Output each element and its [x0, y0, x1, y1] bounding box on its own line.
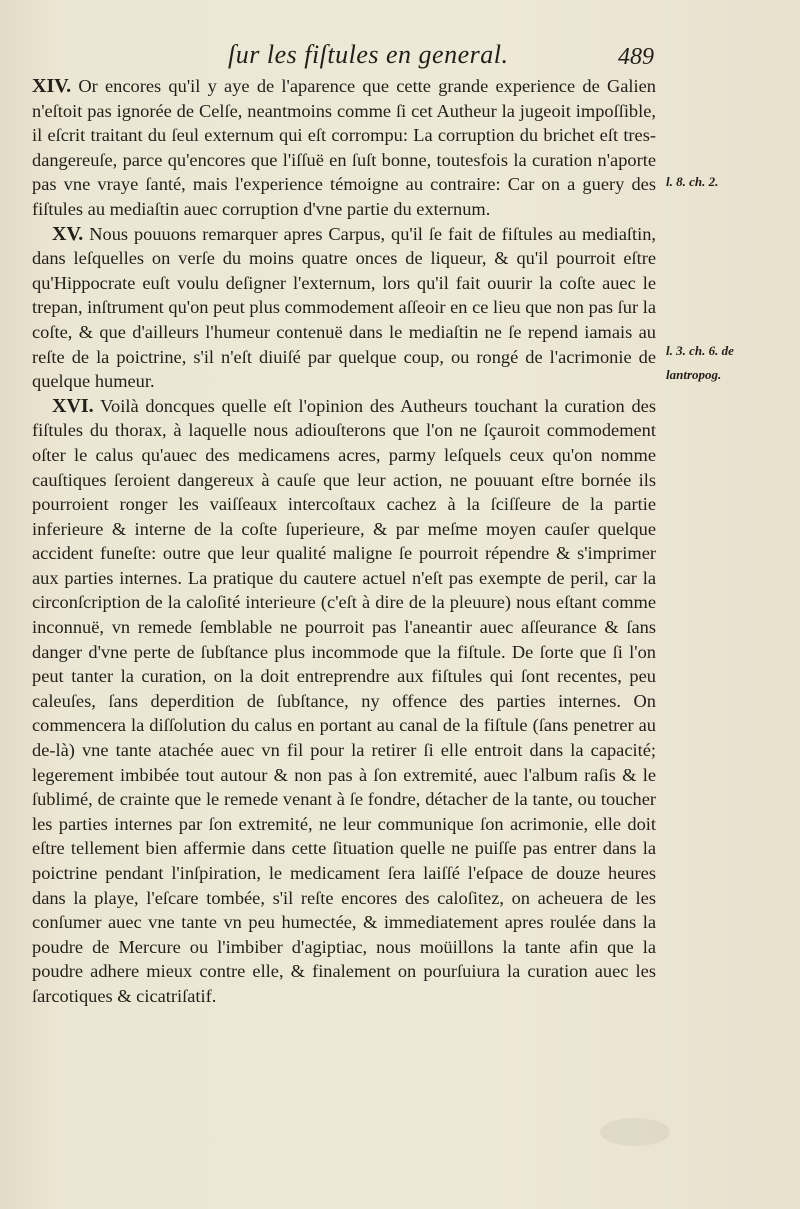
paragraph-text: Voilà doncques quelle eſt l'opinion des Autheurs touchant la curation des fiſtules du thorax, à laquelle nous adiouſterons que l'on ne ſçauroit commodement oſter le calus qu'auec des medicamens acres, parmy leſquels ceux qu'on nomme cauſtiques ſeroient dangereux à cauſe que leur action, ne pouuant eſtre bornée ils pourroient ronger les vaiſſeaux intercoſtaux cachez à la ſciſſeure de la partie inferieure & interne de la coſte ſuperieure, & par meſme moyen cauſer quelque accident funeſte: outre que leur qualité maligne ſe pourroit répendre & s'imprimer aux parties internes. La pratique du cautere actuel n'eſt pas exempte de peril, car la circonſcription de la caloſité interieure (c'eſt à dire de la pleuure) nous eſtant comme inconnuë, vn remede ſemblable ne pourroit pas l'aneantir auec aſſeurance & ſans danger d'vne perte de ſubſtance plus incommode que la fiſtule. De ſorte que ſi l'on peut tanter la curation, on la doit entreprendre aux fiſtules qui ſont recentes, peu caleuſes, ſans deperdition de ſubſtance, ny offence des parties internes. On commencera la diſſolution du calus en portant au canal de la fiſtule (ſans penetrer au de-là) vne tante atachée auec vn fil pour la retirer ſi elle entroit dans la capacité; legerement imbibée tout autour & non pas à ſon extremité, auec l'album raſis & le ſublimé, de crainte que le remede venant à ſe fondre, détacher de la tante, ou toucher les parties internes par ſon extremité, ne leur communique ſon acrimonie, elle doit eſtre tellement bien affermie dans cette ſituation quelle ne puiſſe pas entrer dans la poictrine pendant l'inſpiration, le medicament ſera laiſſé l'eſpace de douze heures dans la playe, l'eſcare tombée, s'il reſte encores des caloſitez, on acheuera de les conſumer auec vne tante vn peu humectée, & immediatement apres roulée dans la poudre de Mercure ou l'imbiber d'agiptiac, nous moüillons la tante afin que la poudre adhere mieux contre elle, & finalement on pourſuiura la curation auec les ſarcotiques & cicatriſatif.: [32, 395, 657, 1006]
margin-note: l. 3. ch. 6. de: [666, 343, 734, 358]
page-number: 489: [618, 44, 654, 70]
paragraph-14: [32, 74, 656, 222]
paragraph-16: [32, 394, 656, 1009]
section-number: XV.: [52, 222, 84, 245]
margin-note: l. 8. ch. 2.: [666, 174, 719, 189]
section-number: XIV.: [32, 75, 72, 97]
main-text: [32, 74, 656, 1009]
paragraph-text: Nous pouuons remarquer apres Carpus, qu'il ſe fait de fiſtules au mediaſtin, dans leſquelles on verſe du moins quatre onces de liqueur, & qu'il pourroit eſtre qu'Hippocrate euſt voulu deſigner l'externum, lors qu'il fait ouurir la coſte auec le trepan, inſtrument qu'on peut plus commodement aſſeoir en ce lieu que non pas ſur la coſte, & que d'ailleurs l'humeur contenuë dans le mediaſtin ne ſe repend iamais au reſte de la poictrine, s'il n'eſt diuiſé par quelque coup, ou rongé de l'acrimonie de quelque humeur.: [32, 223, 656, 392]
margin-note: lantropog.: [666, 367, 722, 382]
paragraph-text: Or encores qu'il y aye de l'aparence que cette grande experience de Galien n'eſtoit pas ignorée de Celſe, neantmoins comme ſi cet Autheur la jugeoit impoſſible, il eſcrit traitant du ſeul externum qui eſt corrompu: La corruption du brichet eſt tres-dangereuſe, parce qu'encores que l'iſſuë en ſuſt bonne, toutesfois la curation n'aporte pas vne vraye ſanté, mais l'experience témoigne au contraire: Car on a guery des fiſtules au mediaſtin auec corruption d'vne partie du externum.: [32, 76, 656, 219]
paragraph-15: [32, 222, 656, 394]
running-title: ſur les fiſtules en general.: [228, 40, 509, 69]
section-number: XVI.: [52, 394, 94, 417]
paper-stain: [600, 1118, 670, 1146]
